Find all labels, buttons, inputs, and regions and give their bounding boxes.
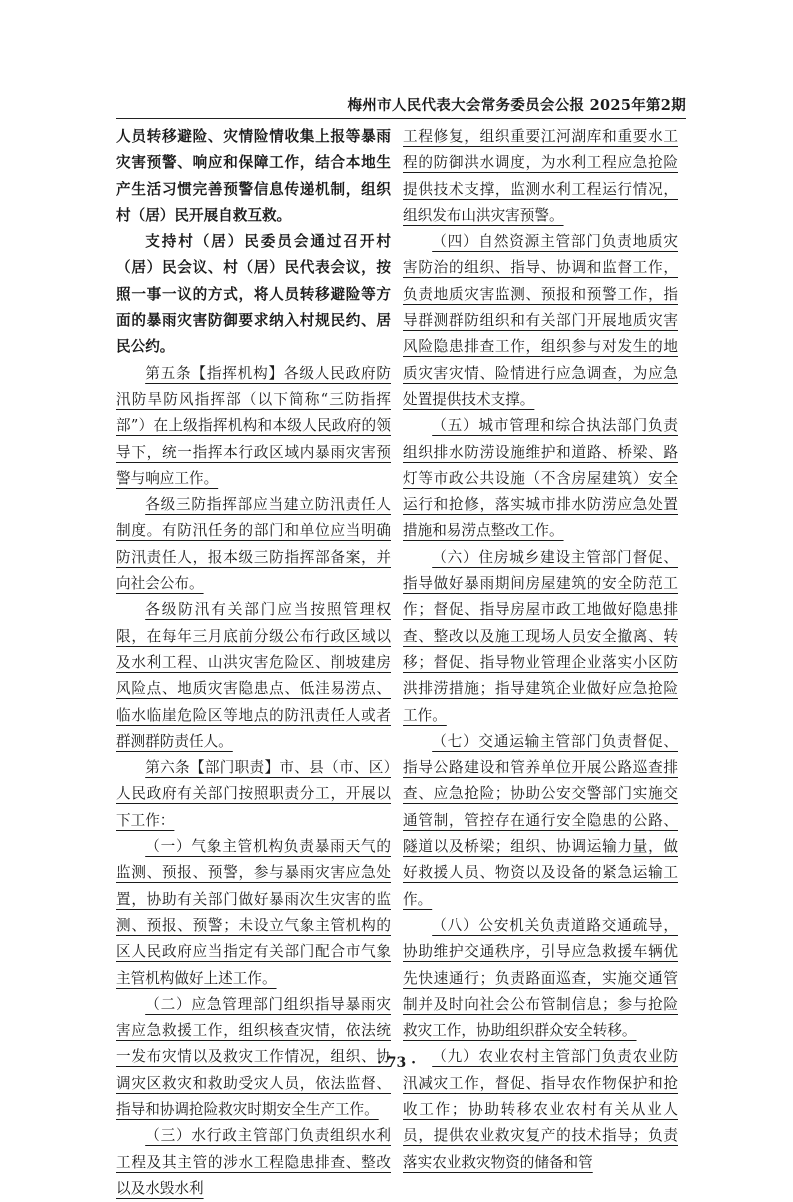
list-item: （三）水行政主管部门负责组织水利工程及其主管的涉水工程隐患排查、整改以及水毁水利 [116, 1127, 391, 1197]
paragraph: 人员转移避险、灾情险情收集上报等暴雨灾害预警、响应和保障工作，结合本地生产生活习惯完善预警信息传递机制，组织村（居）民开展自救互救。 [116, 128, 391, 224]
page-number: · 73 · [377, 1055, 416, 1071]
list-item: （八）公安机关负责道路交通疏导，协助维护交通秩序，引导应急救援车辆优先快速通行；负责路面巡查，实施交通管制并及时向社会公布管制信息；参与抢险救灾工作，协助组织群众安全转移。 [403, 916, 678, 1040]
list-item: （九）农业农村主管部门负责农业防汛减灾工作，督促、指导农作物保护和抢收工作；协助转移农业农村有关从业人员，提供农业救灾复产的技术指导；负责落实农业救灾物资的储备和管 [403, 1048, 678, 1171]
list-item: （二）应急管理部门组织指导暴雨灾害应急救援工作，组织核查灾情，依法统一发布灾情以及救灾工作情况，组织、协调灾区救灾和救助受灾人员，依法监督、指导和协调抢险救灾时期安全生产工作。 [116, 995, 391, 1118]
paragraph: 支持村（居）民委员会通过召开村（居）民会议、村（居）民代表会议，按照一事一议的方式，将人员转移避险等方面的暴雨灾害防御要求纳入村规民约、居民公约。 [116, 233, 391, 356]
list-item: （七）交通运输主管部门负责督促、指导公路建设和管养单位开展公路巡查排查、应急抢险；协助公安交警部门实施交通管制，管控存在通行安全隐患的公路、隧道以及桥梁；组织、协调运输力量，做好救援人员、物资以及设备的紧急运输工作。 [403, 732, 678, 908]
right-column [403, 124, 678, 1176]
paragraph: 各级三防指挥部应当建立防汛责任人制度。有防汛任务的部门和单位应当明确防汛责任人，报本级三防指挥部备案，并向社会公布。 [116, 496, 391, 593]
paragraph: 各级防汛有关部门应当按照管理权限，在每年三月底前分级公布行政区域以及水利工程、山洪灾害危险区、削坡建房风险点、地质灾害隐患点、低洼易涝点、临水临崖危险区等地点的防汛责任人或者群测群防责任人。 [116, 601, 391, 750]
left-column [116, 124, 391, 1202]
list-item: （四）自然资源主管部门负责地质灾害防治的组织、指导、协调和监督工作，负责地质灾害监测、预报和预警工作，指导群测群防组织和有关部门开展地质灾害风险隐患排查工作，组织参与对发生的地质灾害灾情、险情进行应急调查，为应急处置提供技术支撑。 [403, 233, 678, 408]
page-header [116, 92, 686, 119]
article-6-paragraph: 第六条【部门职责】市、县（市、区）人民政府有关部门按照职责分工，开展以下工作： [116, 759, 391, 829]
list-item: （六）住房城乡建设主管部门督促、指导做好暴雨期间房屋建筑的安全防范工作；督促、指导房屋市政工地做好隐患排查、整改以及施工现场人员安全撤离、转移；督促、指导物业管理企业落实小区防洪排涝措施；指导建筑企业做好应急抢险工作。 [403, 548, 678, 724]
list-item: （五）城市管理和综合执法部门负责组织排水防涝设施维护和道路、桥梁、路灯等市政公共设施（不含房屋建筑）安全运行和抢修，落实城市排水防涝应急处置措施和易涝点整改工作。 [403, 417, 678, 540]
article-5-paragraph: 第五条【指挥机构】各级人民政府防汛防旱防风指挥部（以下简称“三防指挥部”）在上级指挥机构和本级人民政府的领导下，统一指挥本行政区域内暴雨灾害预警与响应工作。 [116, 364, 391, 487]
publication-title: 梅州市人民代表大会常务委员会公报 2025年第2期 [347, 97, 686, 114]
list-item-continuation: 工程修复，组织重要江河湖库和重要水工程的防御洪水调度，为水利工程应急抢险提供技术支撑，监测水利工程运行情况，组织发布山洪灾害预警。 [403, 128, 678, 224]
list-item: （一）气象主管机构负责暴雨天气的监测、预报、预警，参与暴雨灾害应急处置，协助有关部门做好暴雨次生灾害的监测、预报、预警；未设立气象主管机构的区人民政府应当指定有关部门配合市气象主管机构做好上述工作。 [116, 838, 391, 987]
